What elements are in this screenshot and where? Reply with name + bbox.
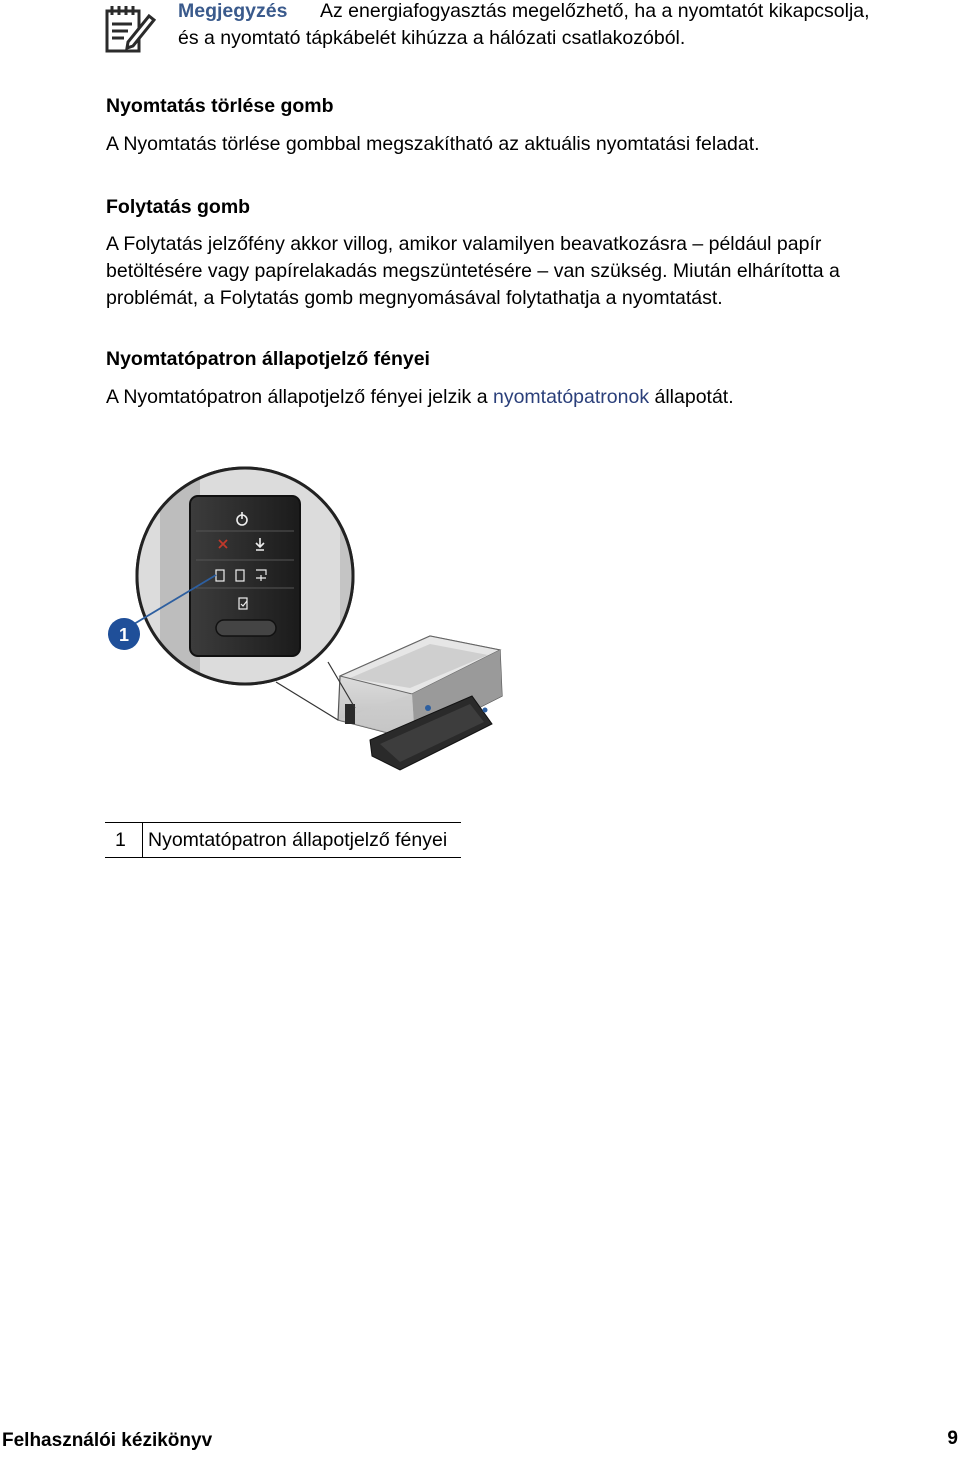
section-heading-resume: Folytatás gomb — [106, 196, 251, 218]
note-label: Megjegyzés — [178, 0, 288, 22]
page-number: 9 — [947, 1428, 958, 1449]
footer-title: Felhasználói kézikönyv — [2, 1430, 213, 1451]
note-icon — [104, 2, 156, 54]
cartridge-text-before: A Nyomtatópatron állapotjelző fényei jelzik a — [106, 386, 493, 408]
section-text-resume-line-1: A Folytatás jelzőfény akkor villog, amikor valamilyen beavatkozásra – például papír — [106, 233, 822, 255]
note-text-line-2: és a nyomtató tápkábelét kihúzza a hálózati csatlakozóból. — [178, 27, 686, 49]
printer-body — [338, 636, 502, 770]
cartridge-text-after: állapotát. — [649, 386, 734, 408]
section-text-resume-line-2: betöltésére vagy papírelakadás megszüntetésére – van szükség. Miután elhárította a — [106, 260, 840, 282]
section-heading-cancel: Nyomtatás törlése gomb — [106, 95, 334, 117]
section-heading-cartridge-lights: Nyomtatópatron állapotjelző fényei — [106, 348, 430, 370]
legend-divider — [142, 823, 143, 857]
legend-number: 1 — [115, 829, 126, 851]
section-text-cartridge-lights — [106, 384, 734, 411]
callout-number: 1 — [118, 625, 130, 645]
figure-legend — [105, 822, 461, 858]
section-text-cancel: A Nyomtatás törlése gombbal megszakítható az aktuális nyomtatási feladat. — [106, 133, 760, 155]
legend-text: Nyomtatópatron állapotjelző fényei — [148, 829, 448, 851]
note-text-line-1: Az energiafogyasztás megelőzhető, ha a nyomtatót kikapcsolja, — [320, 0, 870, 22]
printer-illustration — [100, 458, 520, 804]
section-text-resume-line-3: problémát, a Folytatás gomb megnyomásával folytathatja a nyomtatást. — [106, 287, 723, 309]
cartridges-link[interactable]: nyomtatópatronok — [492, 386, 650, 408]
control-panel-magnifier — [100, 458, 400, 698]
